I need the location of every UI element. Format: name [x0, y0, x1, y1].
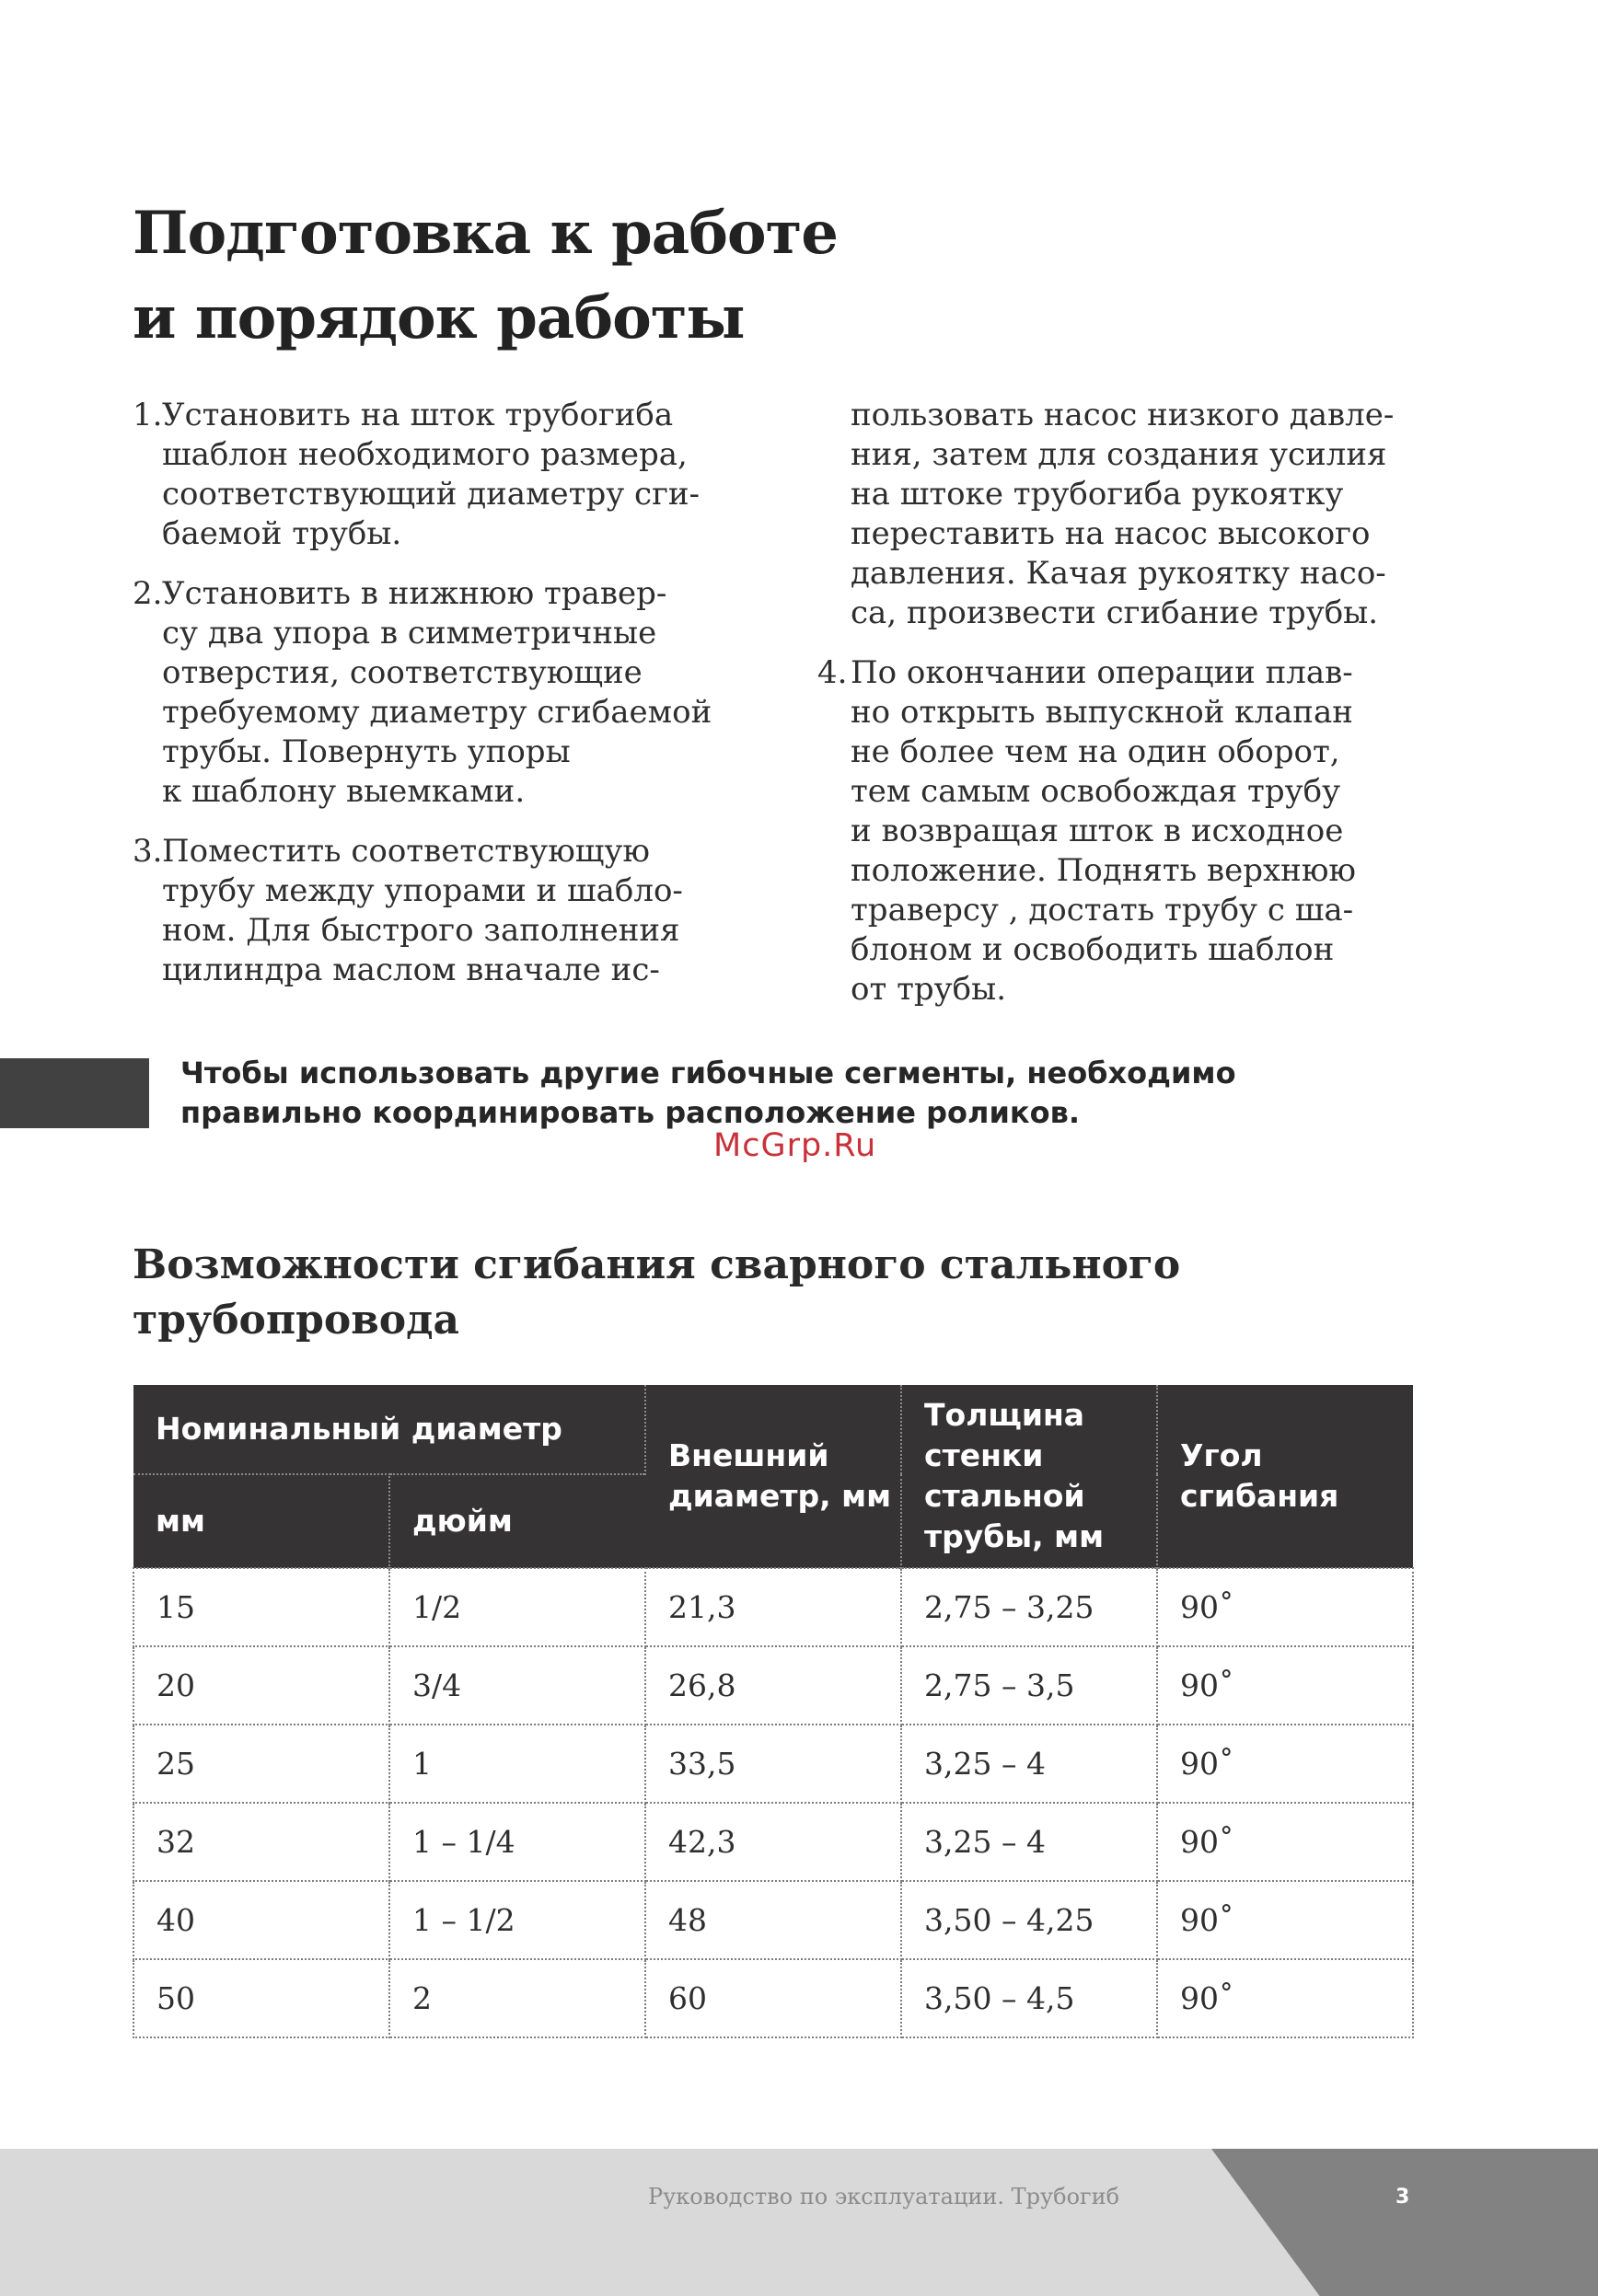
step-line: переставить на насос высокого [851, 515, 1371, 552]
page-number: 3 [1395, 2186, 1410, 2209]
table-row [133, 1881, 1413, 1959]
cell-inch: 1/2 [389, 1568, 645, 1646]
footer-document-title: Руководство по эксплуатации. Трубогиб [648, 2184, 1120, 2209]
header-mm: мм [133, 1474, 389, 1568]
step-line: трубы. Повернуть упоры [162, 733, 571, 770]
header-bend-angle: Угол сгибания [1157, 1385, 1413, 1568]
step-number: 3. [133, 833, 163, 870]
step-line: Поместить соответствующую [162, 833, 651, 870]
step-line: требуемому диаметру сгибаемой [162, 694, 712, 731]
step-line: тем самым освобождая трубу [851, 773, 1341, 810]
step-4 [817, 653, 1425, 1010]
page-footer [0, 2149, 1598, 2296]
table-row [133, 1725, 1413, 1803]
header-inch: дюйм [389, 1474, 645, 1568]
step-line: соответствующий диаметру сги- [162, 476, 701, 513]
step-number: 4. [817, 654, 848, 691]
step-2 [133, 574, 758, 812]
step-line: са, произвести сгибание трубы. [851, 594, 1379, 631]
cell-mm: 25 [133, 1725, 389, 1803]
cell-wall: 3,50 – 4,5 [901, 1959, 1157, 2037]
step-line: не более чем на один оборот, [851, 733, 1340, 770]
cell-outer: 60 [645, 1959, 901, 2037]
cell-angle: 90˚ [1157, 1959, 1413, 2037]
step-line: трубу между упорами и шабло- [162, 872, 683, 909]
step-line: ном. Для быстрого заполнения [162, 912, 680, 949]
page-title [133, 191, 838, 361]
cell-angle: 90˚ [1157, 1646, 1413, 1725]
cell-wall: 3,25 – 4 [901, 1803, 1157, 1881]
cell-mm: 50 [133, 1959, 389, 2037]
header-nominal-diameter: Номинальный диаметр [133, 1385, 645, 1474]
cell-outer: 48 [645, 1881, 901, 1959]
step-line: но открыть выпускной клапан [851, 694, 1353, 731]
title-line-1: Подготовка к работе [133, 199, 838, 268]
note-line-1: Чтобы использовать другие гибочные сегменты, необходимо [180, 1056, 1236, 1090]
step-line: блоном и освободить шаблон [851, 931, 1335, 968]
step-line: Установить в нижнюю травер- [162, 575, 667, 612]
cell-inch: 3/4 [389, 1646, 645, 1725]
cell-angle: 90˚ [1157, 1568, 1413, 1646]
step-line: шаблон необходимого размера, [162, 436, 688, 473]
header-wall-thickness: Толщина стенки стальной трубы, мм [901, 1385, 1157, 1568]
step-line: к шаблону выемками. [162, 773, 526, 810]
step-line: цилиндра маслом вначале ис- [162, 952, 660, 988]
watermark-link[interactable]: McGrp.Ru [713, 1127, 877, 1164]
step-line: Установить на шток трубогиба [162, 397, 674, 433]
cell-mm: 40 [133, 1881, 389, 1959]
step-line: баемой трубы. [162, 515, 402, 552]
step-line: давления. Качая рукоятку насо- [851, 555, 1386, 592]
table-row [133, 1803, 1413, 1881]
cell-inch: 1 – 1/2 [389, 1881, 645, 1959]
step-line: положение. Поднять верхнюю [851, 852, 1357, 889]
note-text [180, 1054, 1405, 1133]
header-outer-diameter: Внешний диаметр, мм [645, 1385, 901, 1568]
bending-capabilities-table [133, 1385, 1414, 2038]
cell-angle: 90˚ [1157, 1725, 1413, 1803]
cell-wall: 2,75 – 3,25 [901, 1568, 1157, 1646]
cell-angle: 90˚ [1157, 1803, 1413, 1881]
step-line: пользовать насос низкого давле- [851, 397, 1395, 433]
step-line: су два упора в симметричные [162, 615, 657, 652]
cell-wall: 3,25 – 4 [901, 1725, 1157, 1803]
step-line: По окончании операции плав- [851, 654, 1353, 691]
table-row [133, 1646, 1413, 1725]
step-number: 1. [133, 397, 163, 433]
cell-outer: 42,3 [645, 1803, 901, 1881]
cell-outer: 21,3 [645, 1568, 901, 1646]
step-3 [133, 832, 758, 990]
instructions-right-column [817, 396, 1425, 1030]
cell-angle: 90˚ [1157, 1881, 1413, 1959]
step-line: отверстия, соответствующие [162, 654, 643, 691]
step-line: на штоке трубогиба рукоятку [851, 476, 1344, 513]
step-1 [133, 396, 758, 554]
cell-mm: 15 [133, 1568, 389, 1646]
cell-wall: 3,50 – 4,25 [901, 1881, 1157, 1959]
instructions-left-column [133, 396, 758, 1010]
title-line-2: и порядок работы [133, 283, 745, 352]
table-header-row [133, 1385, 1413, 1474]
footer-accent-shape [1211, 2149, 1598, 2296]
cell-inch: 1 – 1/4 [389, 1803, 645, 1881]
step-number: 2. [133, 575, 163, 612]
subtitle-line-2: трубопровода [133, 1297, 459, 1344]
cell-mm: 20 [133, 1646, 389, 1725]
cell-inch: 1 [389, 1725, 645, 1803]
cell-outer: 26,8 [645, 1646, 901, 1725]
step-line: и возвращая шток в исходное [851, 813, 1344, 849]
cell-wall: 2,75 – 3,5 [901, 1646, 1157, 1725]
note-line-2: правильно координировать расположение роликов. [180, 1095, 1080, 1130]
section-subtitle [133, 1238, 1180, 1348]
subtitle-line-1: Возможности сгибания сварного стального [133, 1241, 1181, 1288]
table-row [133, 1959, 1413, 2037]
step-line: ния, затем для создания усилия [851, 436, 1387, 473]
cell-outer: 33,5 [645, 1725, 901, 1803]
step-line: траверсу , достать трубу с ша- [851, 892, 1354, 929]
step-line: от трубы. [851, 971, 1007, 1008]
step-3-continuation [817, 396, 1425, 633]
cell-mm: 32 [133, 1803, 389, 1881]
cell-inch: 2 [389, 1959, 645, 2037]
note-accent-bar [0, 1058, 149, 1128]
table-row [133, 1568, 1413, 1646]
